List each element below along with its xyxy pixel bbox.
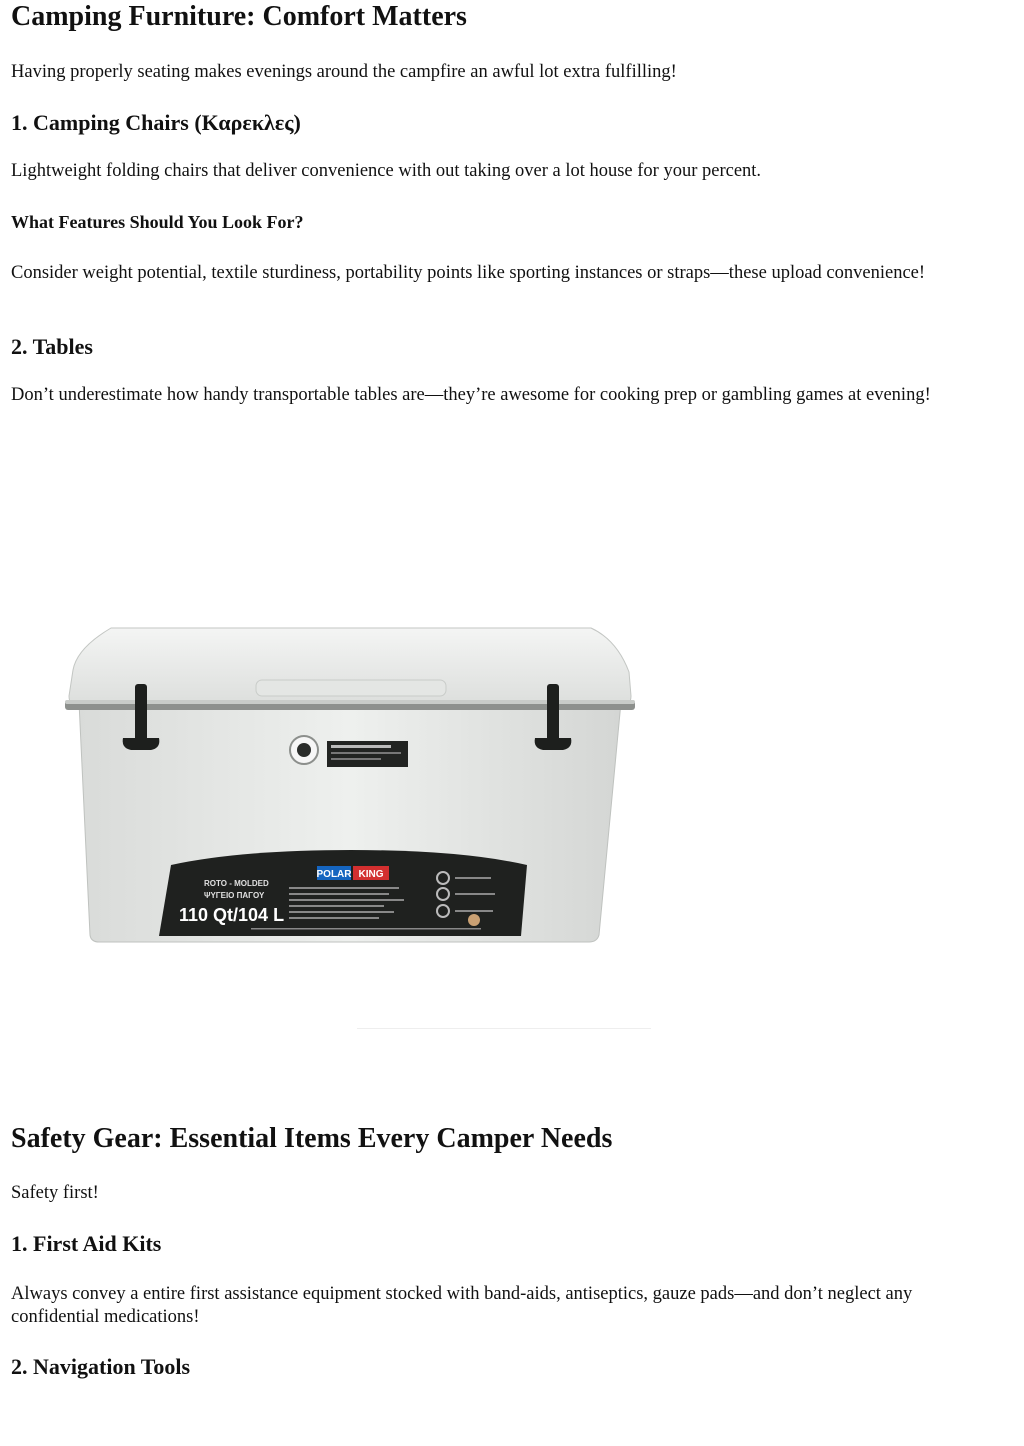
paragraph-first-aid-kits: Always convey a entire first assistance equipment stocked with band-aids, antiseptics, gauze pads—and don’t neglect any confidential medications! <box>11 1284 913 1327</box>
heading-navigation-tools: 2. Navigation Tools <box>11 1354 191 1379</box>
paragraph-safety-intro: Safety first! <box>11 1183 99 1203</box>
section-title-camping-furniture: Camping Furniture: Comfort Matters <box>11 1 467 32</box>
section-title-safety-gear: Safety Gear: Essential Items Every Camper Needs <box>11 1123 613 1154</box>
cooler-product-image <box>51 610 651 1030</box>
heading-features: What Features Should You Look For? <box>11 212 304 232</box>
heading-camping-chairs: 1. Camping Chairs (Καρεκλες) <box>11 110 301 135</box>
cooler-label-line2: ΨΥΓΕΙΟ ΠΑΓΟΥ <box>204 891 265 900</box>
heading-first-aid-kits: 1. First Aid Kits <box>11 1231 162 1256</box>
cooler-brand-right: KING <box>358 869 384 880</box>
paragraph-furniture-intro: Having properly seating makes evenings around the campfire an awful lot extra fulfilling! <box>11 62 677 82</box>
paragraph-features: Consider weight potential, textile sturdiness, portability points like sporting instances or straps—these upload convenience! <box>11 263 926 283</box>
paragraph-tables: Don’t underestimate how handy transportable tables are—they’re awesome for cooking prep or gambling games at evening! <box>11 385 931 405</box>
heading-tables: 2. Tables <box>11 334 93 359</box>
cooler-brand-left: POLAR <box>316 869 352 880</box>
cooler-label-line1: ROTO - MOLDED <box>204 879 269 888</box>
cooler-capacity: 110 Qt/104 L <box>179 905 285 925</box>
paragraph-camping-chairs: Lightweight folding chairs that deliver convenience with out taking over a lot house for your percent. <box>11 161 762 181</box>
